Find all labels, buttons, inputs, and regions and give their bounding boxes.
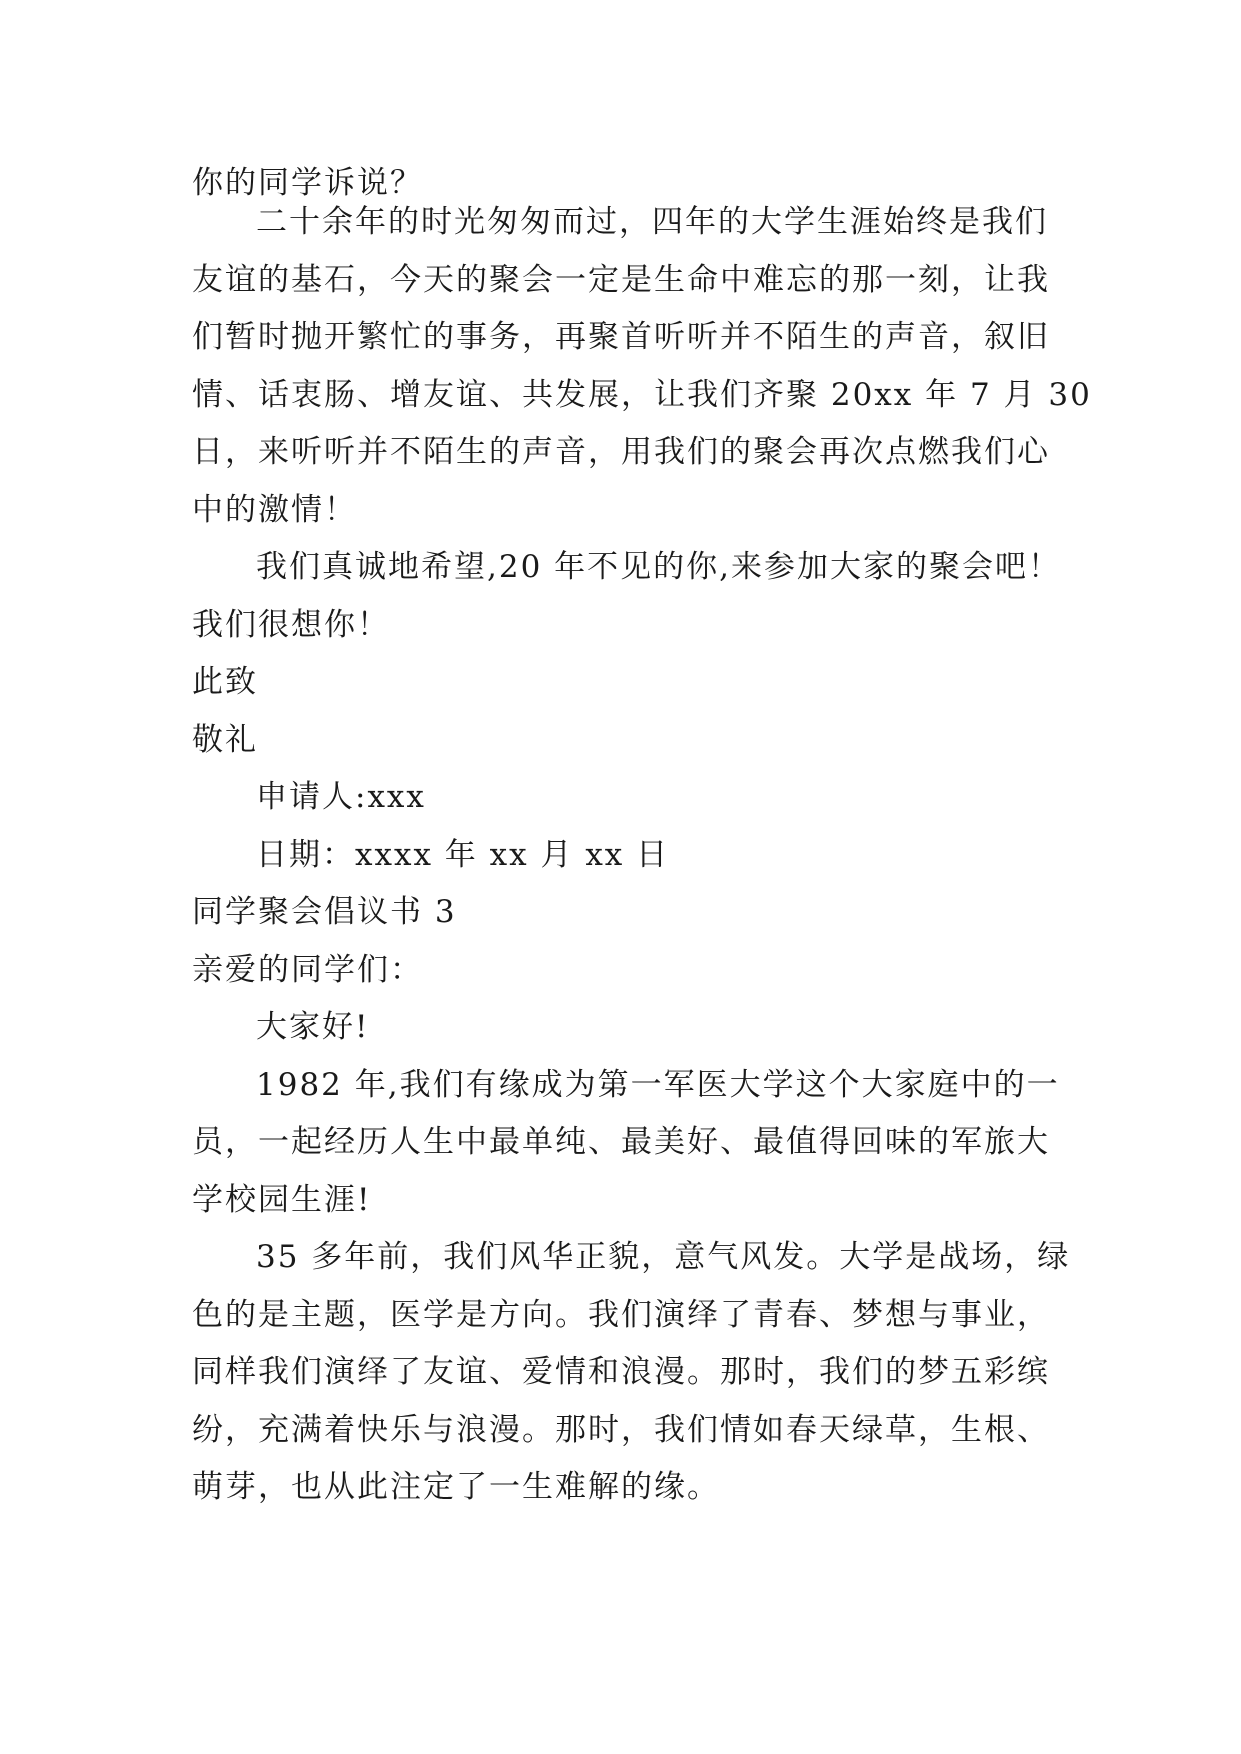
paragraph-line: 员，一起经历人生中最单纯、最美好、最值得回味的军旅大 <box>192 1124 1050 1160</box>
paragraph-line: 35 多年前，我们风华正貌，意气风发。大学是战场，绿 <box>256 1239 1071 1275</box>
paragraph-line: 情、话衷肠、增友谊、共发展，让我们齐聚 20xx 年 7 月 30 <box>192 377 1092 413</box>
paragraph-line: 我们很想你！ <box>192 607 390 643</box>
greeting: 大家好! <box>256 1009 370 1045</box>
paragraph-line: 你的同学诉说？ <box>192 165 423 201</box>
paragraph-line: 中的激情！ <box>192 492 357 528</box>
signature-date: 日期：xxxx 年 xx 月 xx 日 <box>256 837 670 873</box>
signature-applicant: 申请人:xxx <box>256 779 426 815</box>
paragraph-line: 纷，充满着快乐与浪漫。那时，我们情如春天绿草，生根、 <box>192 1412 1050 1448</box>
paragraph-line: 色的是主题，医学是方向。我们演绎了青春、梦想与事业， <box>192 1297 1050 1333</box>
greeting: 亲爱的同学们： <box>192 952 423 988</box>
paragraph-line: 日，来听听并不陌生的声音，用我们的聚会再次点燃我们心 <box>192 434 1050 470</box>
paragraph-line: 1982 年,我们有缘成为第一军医大学这个大家庭中的一 <box>256 1067 1060 1103</box>
paragraph-line: 同样我们演绎了友谊、爱情和浪漫。那时，我们的梦五彩缤 <box>192 1354 1050 1390</box>
paragraph-line: 们暂时抛开繁忙的事务，再聚首听听并不陌生的声音，叙旧 <box>192 319 1050 355</box>
paragraph-line: 友谊的基石，今天的聚会一定是生命中难忘的那一刻，让我 <box>192 262 1050 298</box>
section-title: 同学聚会倡议书 3 <box>192 894 457 930</box>
paragraph-line: 二十余年的时光匆匆而过，四年的大学生涯始终是我们 <box>256 204 1048 240</box>
paragraph-line: 萌芽，也从此注定了一生难解的缘。 <box>192 1469 720 1505</box>
paragraph-line: 学校园生涯! <box>192 1182 372 1218</box>
paragraph-line: 我们真诚地希望,20 年不见的你,来参加大家的聚会吧！ <box>256 549 1062 585</box>
closing-salutation: 此致 <box>192 664 258 700</box>
closing-salutation: 敬礼 <box>192 722 258 758</box>
